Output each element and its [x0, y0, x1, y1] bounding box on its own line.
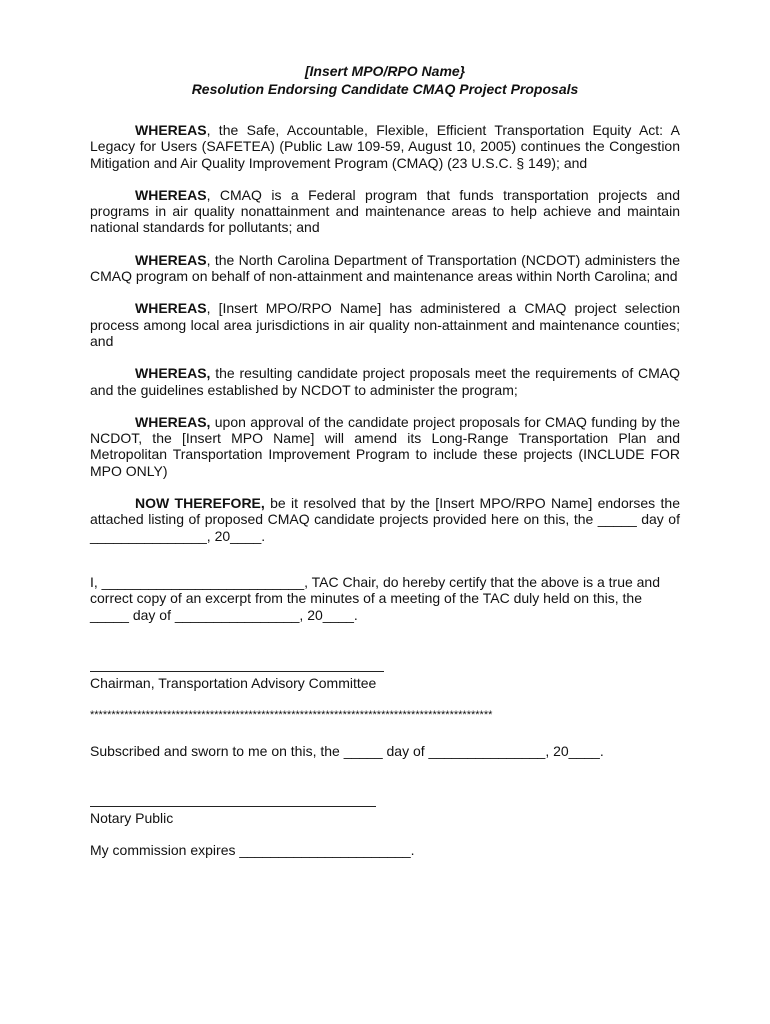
paragraph-lead: WHEREAS — [135, 186, 207, 203]
document-title — [90, 62, 680, 98]
whereas-paragraph — [90, 122, 680, 171]
paragraph-lead: WHEREAS — [135, 122, 207, 138]
paragraph-text: , the Safe, Accountable, Flexible, Efficient Transportation Equity Act: A Legacy for Users (SAFETEA) (Public Law 109-59, August 10, 2005) continues the Congestion Mitigation and Air Quality Improvement Program (CMAQ) (23 U.S.C. § 149); and — [90, 122, 680, 171]
whereas-paragraph — [90, 414, 680, 479]
commission-expires-line: My commission expires ______________________. — [90, 842, 415, 859]
whereas-paragraph — [90, 252, 680, 285]
paragraph-lead: WHEREAS, — [135, 365, 211, 382]
paragraph-text: , CMAQ is a Federal program that funds transportation projects and programs in air quality nonattainment and maintenance areas to help achieve and maintain national standards for pollutants; and — [90, 186, 680, 236]
paragraph-lead: NOW THEREFORE, — [135, 495, 265, 512]
separator-stars: ********************************************************************************************** — [90, 709, 493, 722]
paragraph-lead: WHEREAS, — [135, 413, 211, 430]
whereas-paragraph — [90, 187, 680, 236]
paragraph-text: , the North Carolina Department of Transportation (NCDOT) administers the CMAQ program on behalf of non-attainment and maintenance areas within North Carolina; and — [90, 251, 680, 285]
whereas-paragraph — [90, 365, 680, 398]
paragraph-lead: WHEREAS — [135, 251, 207, 268]
whereas-paragraph — [90, 300, 680, 349]
paragraph-text: , [Insert MPO/RPO Name] has administered a CMAQ project selection process among local area jurisdictions in air quality non-attainment and maintenance counties; and — [90, 300, 680, 349]
resolution-document — [90, 62, 680, 858]
chairman-label: Chairman, Transportation Advisory Committee — [90, 674, 377, 691]
paragraph-lead: WHEREAS — [135, 300, 207, 317]
title-mpo-name: [Insert MPO/RPO Name} — [304, 63, 466, 79]
notary-label: Notary Public — [90, 809, 174, 826]
now-therefore-paragraph — [90, 495, 680, 544]
title-resolution: Resolution Endorsing Candidate CMAQ Project Proposals — [191, 81, 579, 97]
subscribed-sworn-line: Subscribed and sworn to me on this, the _____ day of _______________, 20____. — [90, 743, 604, 760]
paragraph-text: upon approval of the candidate project proposals for CMAQ funding by the NCDOT, the [Insert MPO Name] will amend its Long-Range Transportation Plan and Metropolitan Transportation Improvement Program to include these projects (INCLUDE FOR MPO ONLY) — [90, 413, 680, 479]
certification-paragraph: I, __________________________, TAC Chair, do hereby certify that the above is a true and correct copy of an excerpt from the minutes of a meeting of the TAC duly held on this, the _____ day of ________________, 20____. — [90, 573, 661, 623]
paragraph-text: be it resolved that by the [Insert MPO/RPO Name] endorses the attached listing of proposed CMAQ candidate projects provided here on this, the _____ day of _______________, 20____. — [90, 495, 680, 544]
paragraph-text: the resulting candidate project proposals meet the requirements of CMAQ and the guidelines established by NCDOT to administer the program; — [90, 365, 680, 398]
